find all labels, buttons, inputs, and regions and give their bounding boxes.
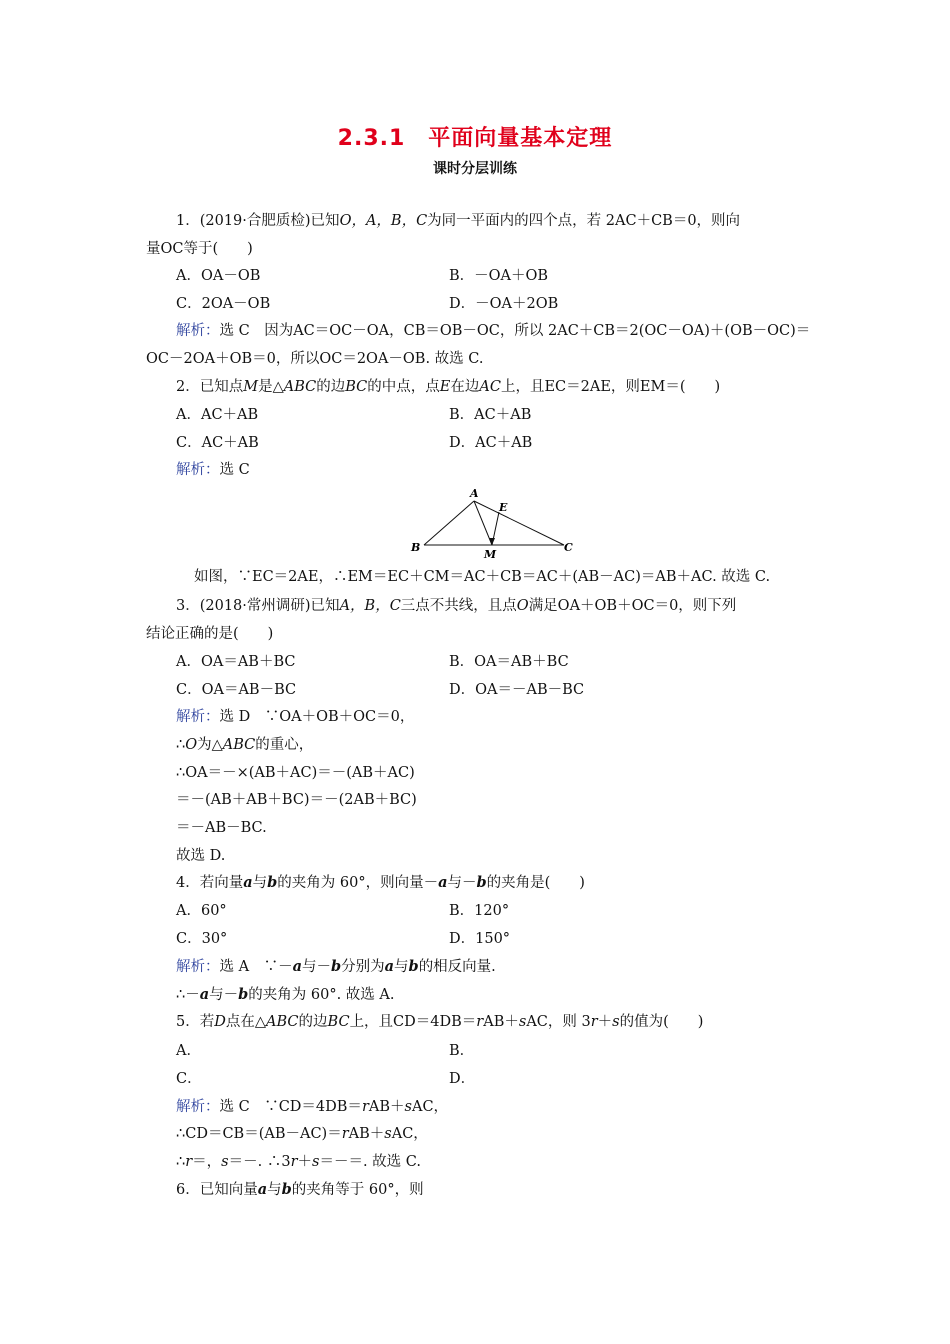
page-subtitle: 课时分层训练 [433,161,517,177]
segment-ba [424,501,474,545]
label-c: C [564,541,573,554]
q1-stem-line2: 量OC等于( ) [146,241,253,257]
q6-stem: 6．已知向量a与b的夹角等于 60°，则 [176,1181,424,1198]
q4-option-b: B．120° [449,903,510,919]
q3-option-d: D．OA＝－AB－BC [449,682,585,698]
q5-option-d: D． [449,1071,476,1087]
q4-answer: 解析：选 A ∵－a与－b分别为a与b的相反向量. [176,958,496,975]
q1-answer-line2: OC－2OA＋OB＝0，所以OC＝2OA－OB. 故选 C. [146,351,484,367]
q2-option-c: C．AC＋AB [176,435,259,451]
q5-option-b: B． [449,1043,475,1059]
q4-option-a: A．60° [176,903,227,919]
page-title: 2.3.1 平面向量基本定理 [337,126,613,151]
q2-answer: 解析：选 C [176,462,250,478]
q5-answer-line3: ∴r＝，s＝－. ∴3r＋s＝－＝. 故选 C. [176,1154,421,1170]
q3-option-c: C．OA＝AB－BC [176,682,297,698]
q2-option-a: A．AC＋AB [176,407,259,423]
q4-option-d: D．150° [449,931,511,947]
q4-answer-line2: ∴－a与－b的夹角为 60°. 故选 A. [176,986,395,1003]
q5-option-c: C． [176,1071,202,1087]
q2-option-d: D．AC＋AB [449,435,533,451]
q2-answer-detail: 如图，∵EC＝2AE，∴EM＝EC＋CM＝AC＋CB＝AC＋(AB－AC)＝AB＋AC. 故选 C. [194,569,771,585]
q3-answer-line2: ∴O为△ABC的重心， [176,737,314,753]
segment-ac [474,501,564,545]
q1-option-b: B．－OA＋OB [449,268,549,284]
q2-option-b: B．AC＋AB [449,407,532,423]
q3-option-b: B．OA＝AB＋BC [449,654,569,670]
q2-stem: 2．已知点M是△ABC的边BC的中点，点E在边AC上，且EC＝2AE，则EM＝( ) [176,379,721,395]
q5-answer: 解析：选 C ∵CD＝4DB＝rAB＋sAC， [176,1099,449,1115]
q3-answer-line3: ∴OA＝－×(AB＋AC)＝－(AB＋AC) [176,765,415,781]
q3-answer-line4: ＝－(AB＋AB＋BC)＝－(2AB＋BC) [176,792,417,808]
q3-answer-line6: 故选 D. [176,848,226,864]
q1-option-d: D．－OA＋2OB [449,296,559,312]
q1-option-a: A．OA－OB [176,268,261,284]
label-m: M [484,548,497,560]
q3-option-a: A．OA＝AB＋BC [176,654,296,670]
q1-stem: 1．(2019·合肥质检)已知O，A，B，C为同一平面内的四个点，若 2AC＋CB＝0，则向 [176,213,741,229]
label-a: A [470,487,479,500]
q5-stem: 5．若D点在△ABC的边BC上，且CD＝4DB＝rAB＋sAC，则 3r＋s的值为( ) [176,1014,704,1030]
q5-option-a: A． [176,1043,201,1059]
q5-answer-line2: ∴CD＝CB＝(AB－AC)＝rAB＋sAC， [176,1126,428,1142]
label-b: B [411,541,421,554]
q3-answer: 解析：选 D ∵OA＋OB＋OC＝0， [176,709,415,725]
q4-stem: 4．若向量a与b的夹角为 60°，则向量－a与－b的夹角是( ) [176,874,585,891]
arrow-head-m [489,538,495,545]
triangle-figure [408,485,578,560]
q3-stem-line2: 结论正确的是( ) [146,626,274,642]
q1-answer: 解析：选 C 因为AC＝OC－OA，CB＝OB－OC，所以 2AC＋CB＝2(OC－OA)＋(OB－OC)＝ [176,323,811,339]
q3-stem: 3．(2018·常州调研)已知A，B，C三点不共线，且点O满足OA＋OB＋OC＝0，则下列 [176,598,737,614]
q3-answer-line5: ＝－AB－BC. [176,820,267,836]
q4-option-c: C．30° [176,931,228,947]
q1-option-c: C．2OA－OB [176,296,271,312]
label-e: E [499,501,508,514]
